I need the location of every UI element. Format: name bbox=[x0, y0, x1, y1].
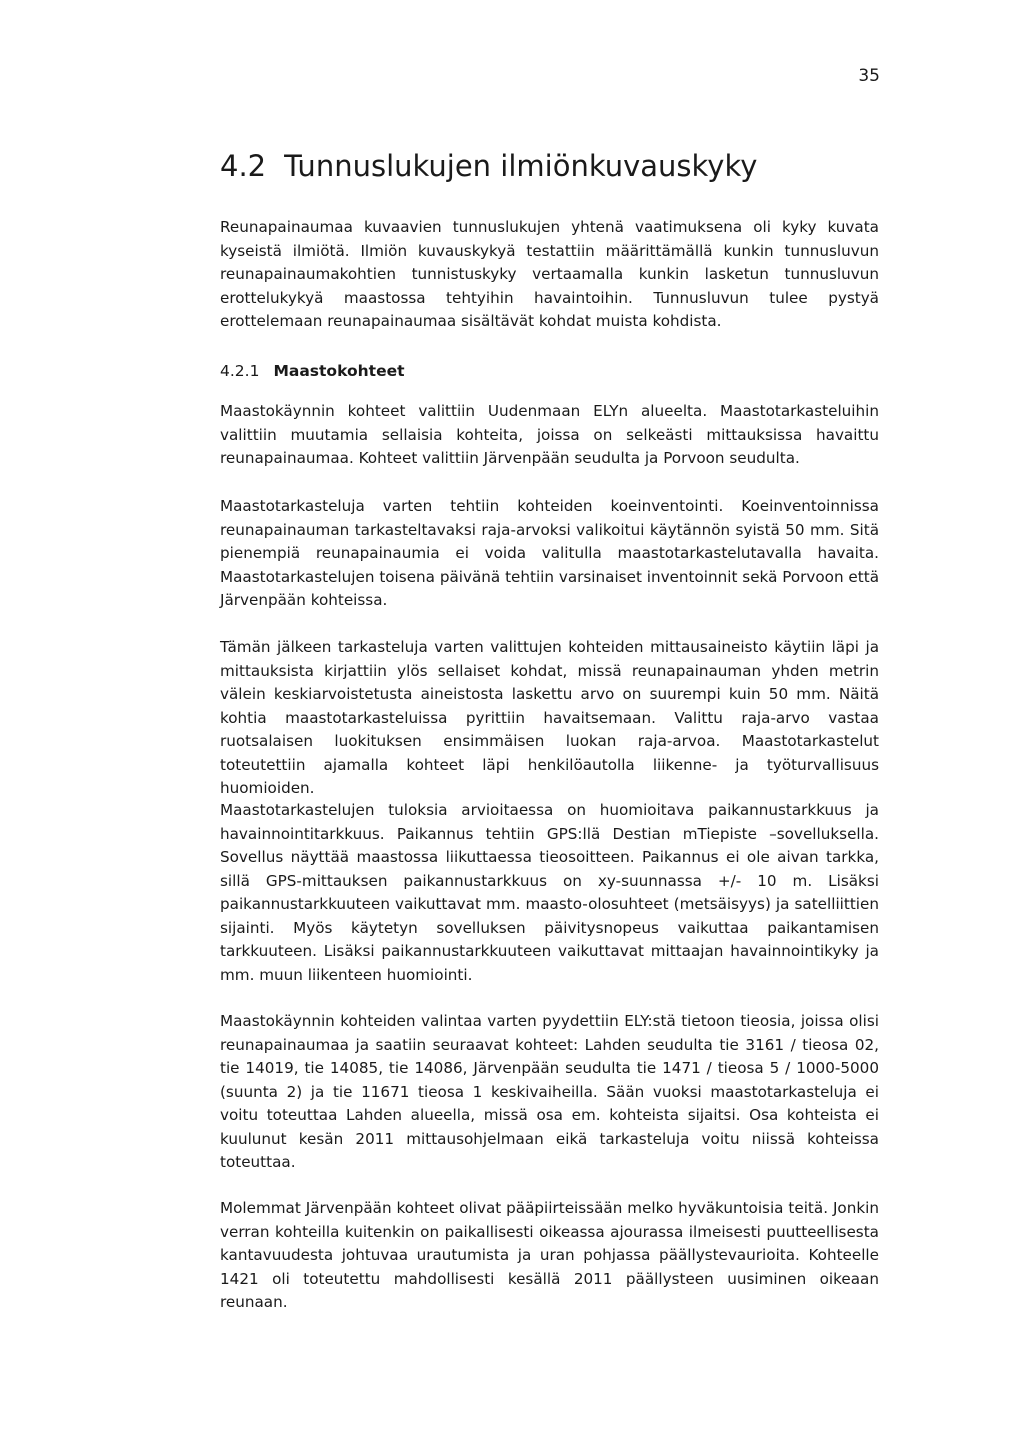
page-number: 35 bbox=[858, 66, 880, 86]
paragraph: Maastotarkastelujen tuloksia arvioitaessa on huomioitava paikannustarkkuus ja havainnointitarkkuus. Paikannus tehtiin GPS:llä Destian mTiepiste –sovelluksella. Sovellus näyttää maastossa liikuttaessa tieosoitteen. Paikannus ei ole aivan tarkka, sillä GPS-mittauksen paikannustarkkuus on xy-suunnassa +/- 10 m. Lisäksi paikannustarkkuuteen vaikuttavat mm. maasto-olosuhteet (metsäisyys) ja satelliittien sijainti. Myös käytetyn sovelluksen päivitysnopeus vaikuttaa paikantamisen tarkkuuteen. Lisäksi paikannustarkkuuteen vaikuttavat mittaajan havainnointikyky ja mm. muun liikenteen huomiointi. bbox=[220, 801, 879, 984]
section-heading bbox=[220, 148, 757, 184]
section-number: 4.2 bbox=[220, 149, 267, 183]
paragraph: Maastokäynnin kohteiden valintaa varten pyydettiin ELY:stä tietoon tieosia, joissa olisi reunapainaumaa ja saatiin seuraavat kohteet: Lahden seudulta tie 3161 / tieosa 02, tie 14019, tie 14085, tie 14086, Järvenpään seudulta tie 1471 / tieosa 5 / 1000-5000 (suunta 2) ja tie 11671 tieosa 1 keskivaiheilla. Sään vuoksi maastotarkasteluja ei voitu toteuttaa Lahden alueella, missä osa em. kohteista sijaitsi. Osa kohteista ei kuulunut kesän 2011 mittausohjelmaan eikä tarkasteluja voitu niissä kohteissa toteuttaa. bbox=[220, 1012, 879, 1171]
paragraph: Reunapainaumaa kuvaavien tunnuslukujen yhtenä vaatimuksena oli kyky kuvata kyseistä ilmiötä. Ilmiön kuvauskykyä testattiin määrittämällä kunkin tunnusluvun reunapainaumakohtien tunnistuskyky vertaamalla kunkin lasketun tunnusluvun erottelukykyä maastossa tehtyihin havaintoihin. Tunnusluvun tulee pystyä erottelemaan reunapainaumaa sisältävät kohdat muista kohdista. bbox=[220, 218, 879, 330]
paragraph: Molemmat Järvenpään kohteet olivat pääpiirteissään melko hyväkuntoisia teitä. Jonkin verran kohteilla kuitenkin on paikallisesti oikeassa ajourassa ilmeisesti puutteellisesta kantavuudesta johtuvaa urautumista ja uran pohjassa päällystevaurioita. Kohteelle 1421 oli toteutettu mahdollisesti kesällä 2011 päällysteen uusiminen oikeaan reunaan. bbox=[220, 1199, 879, 1311]
section-title: Tunnuslukujen ilmiönkuvauskyky bbox=[284, 149, 758, 183]
paragraph: Tämän jälkeen tarkasteluja varten valittujen kohteiden mittausaineisto käytiin läpi ja mittauksista kirjattiin ylös sellaiset kohdat, missä reunapainauman yhden metrin välein keskiarvoistetusta aineistosta laskettu arvo on suurempi kuin 50 mm. Näitä kohtia maastotarkasteluissa pyrittiin havaitsemaan. Valittu raja-arvo vastaa ruotsalaisen luokituksen ensimmäisen luokan raja-arvoa. Maastotarkastelut toteutettiin ajamalla kohteet läpi henkilöautolla liikenne- ja työturvallisuus huomioiden. bbox=[220, 638, 879, 797]
paragraph: Maastotarkasteluja varten tehtiin kohteiden koeinventointi. Koeinventoinnissa reunapainauman tarkasteltavaksi raja-arvoksi valikoitui käytännön syistä 50 mm. Sitä pienempiä reunapainaumia ei voida valitulla maastotarkastelutavalla havaita. Maastotarkastelujen toisena päivänä tehtiin varsinaiset inventoinnit sekä Porvoon että Järvenpään kohteissa. bbox=[220, 497, 879, 609]
subsection-title: Maastokohteet bbox=[273, 362, 405, 380]
subsection-heading bbox=[220, 359, 405, 383]
paragraph: Maastokäynnin kohteet valittiin Uudenmaan ELYn alueelta. Maastotarkasteluihin valittiin muutamia sellaisia kohteita, joissa on selkeästi mittauksissa havaittu reunapainaumaa. Kohteet valittiin Järvenpään seudulta ja Porvoon seudulta. bbox=[220, 402, 879, 467]
subsection-number: 4.2.1 bbox=[220, 362, 260, 380]
